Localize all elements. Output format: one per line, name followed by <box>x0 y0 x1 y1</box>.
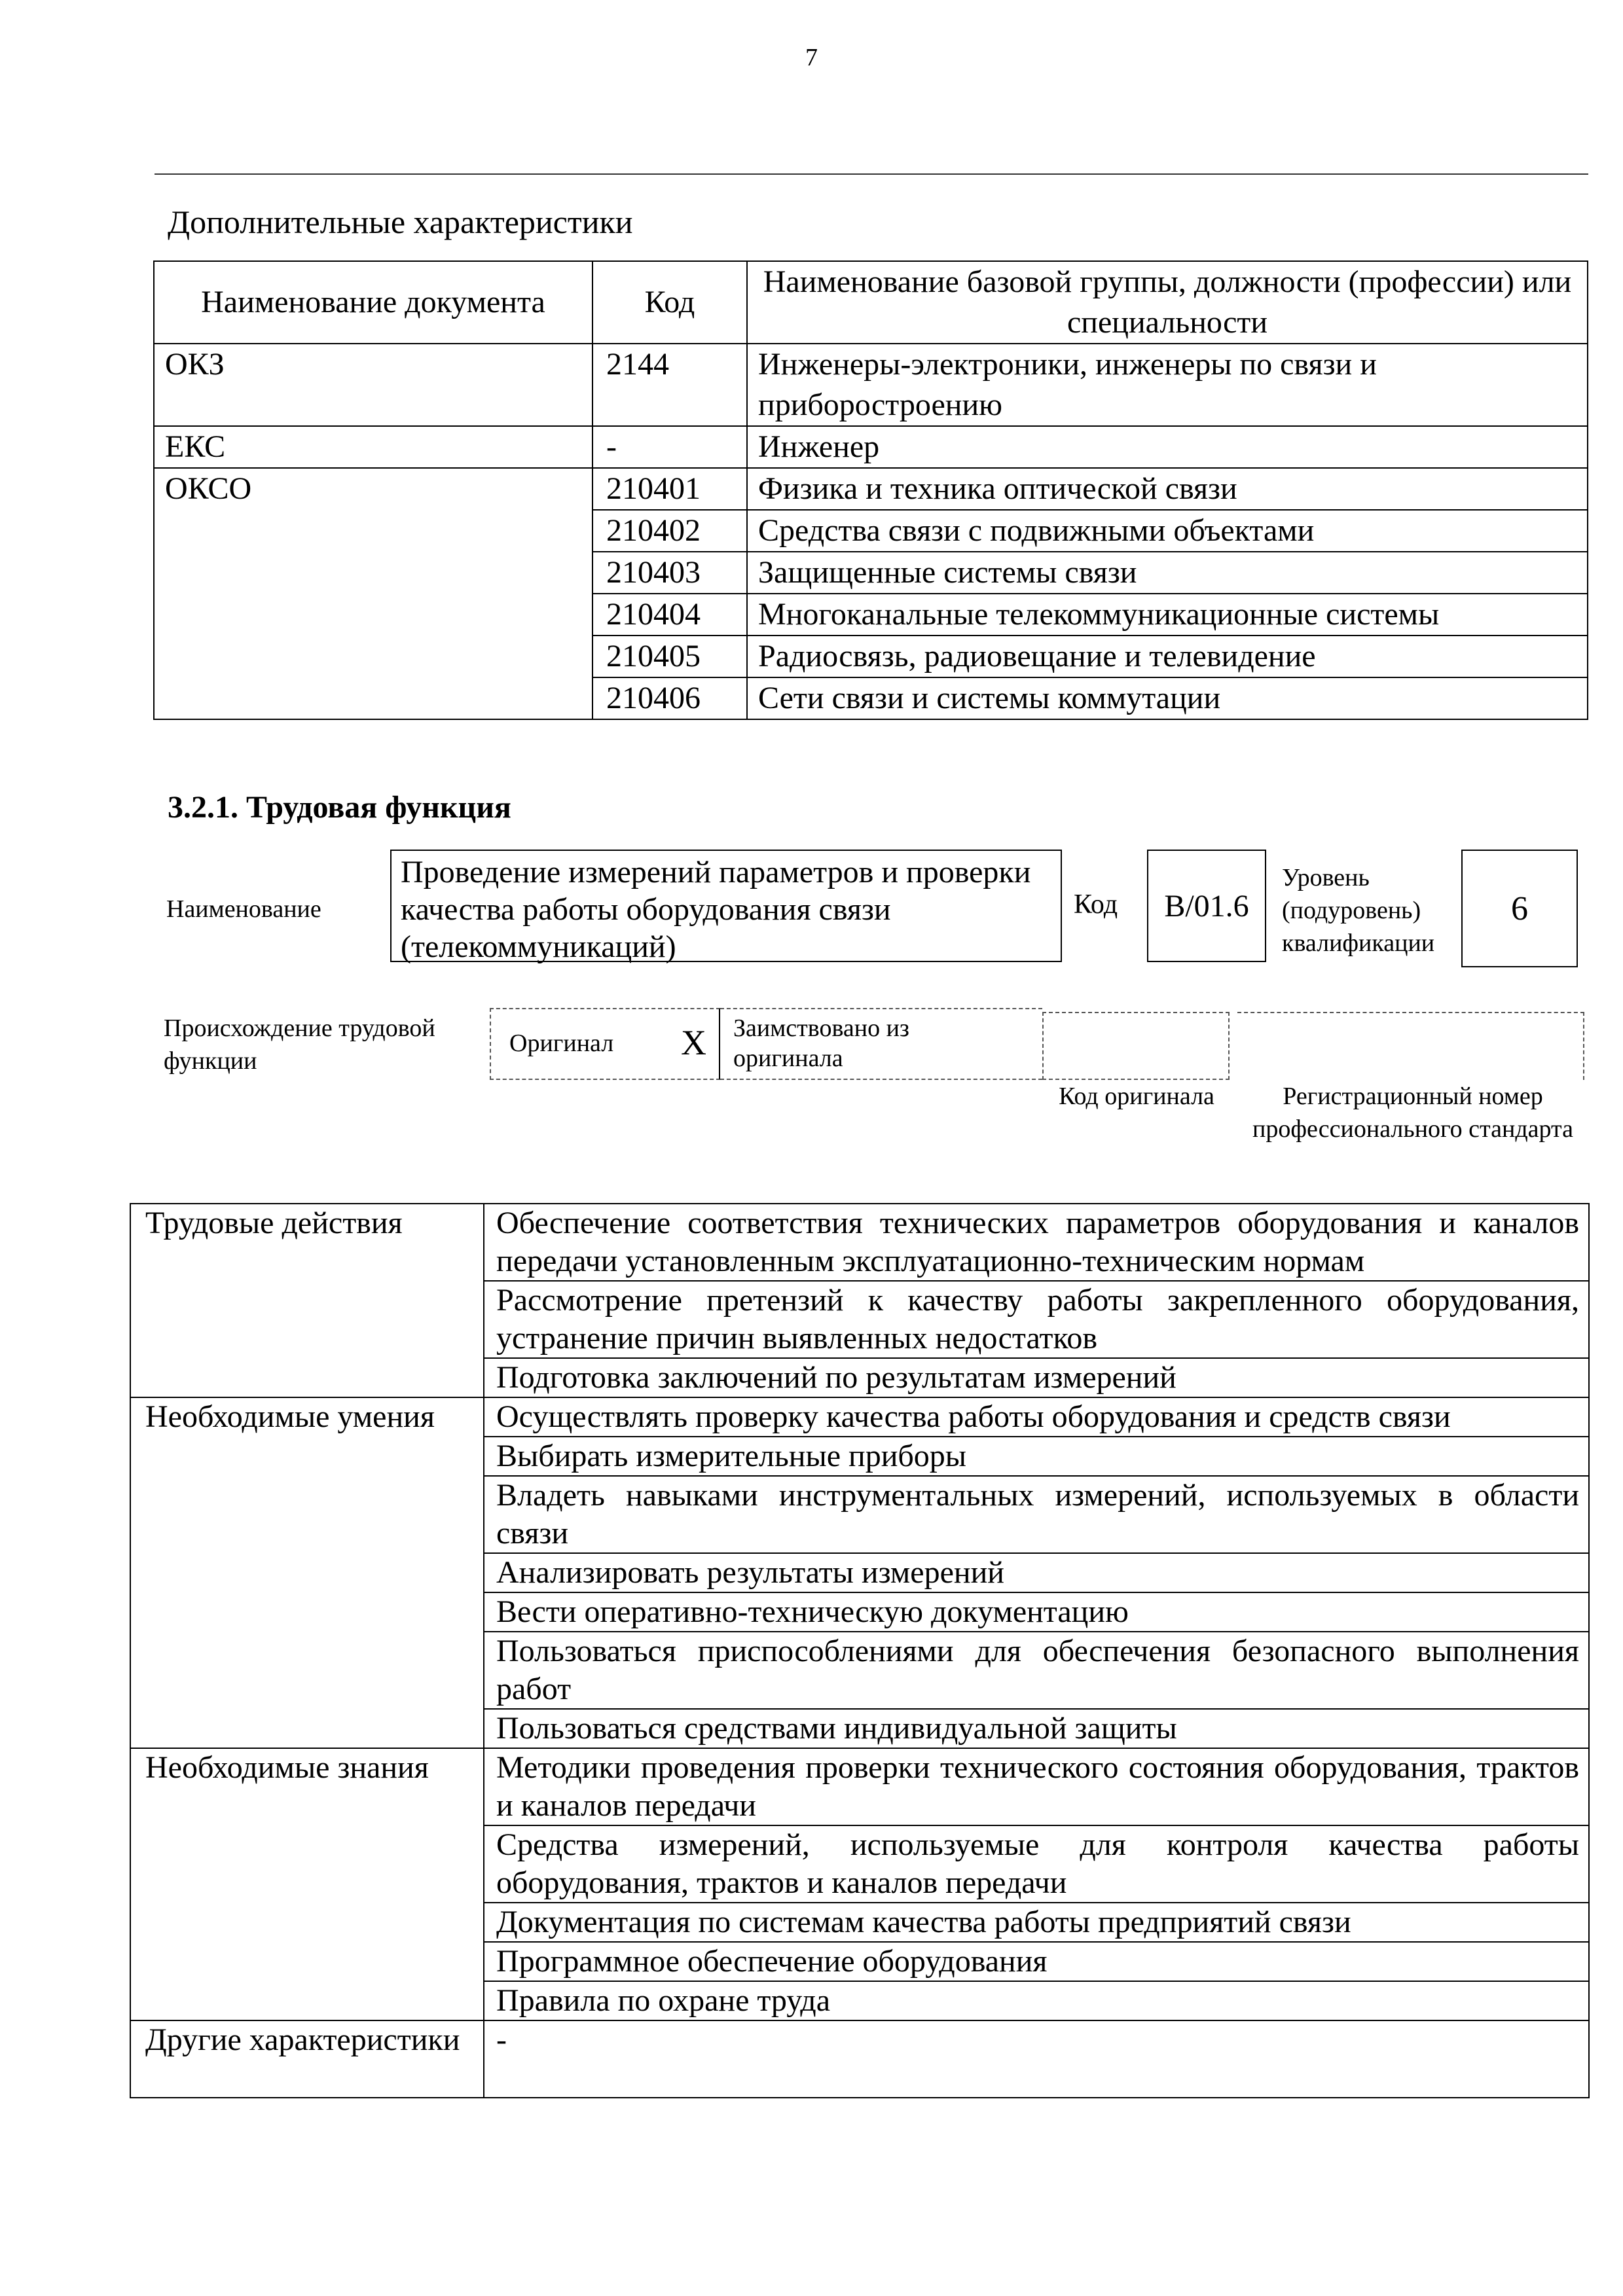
list-item: Анализировать результаты измерений <box>484 1553 1589 1592</box>
table-row <box>154 468 1588 510</box>
name-cell: Многоканальные телекоммуникационные системы <box>747 594 1588 636</box>
reg-number-caption: Регистрационный номер профессионального стандарта <box>1252 1083 1573 1143</box>
table-row <box>130 1397 1589 1437</box>
skills-label: Необходимые умения <box>130 1397 484 1748</box>
table-row <box>130 1748 1589 1825</box>
original-text: Оригинал <box>509 1030 614 1057</box>
list-item: Выбирать измерительные приборы <box>484 1437 1589 1476</box>
labor-function-details-table <box>130 1203 1590 2098</box>
original-code-caption: Код оригинала <box>1059 1083 1214 1110</box>
origin-label: Происхождение трудовой функции <box>164 1014 435 1075</box>
code-cell: 210404 <box>593 594 747 636</box>
list-item: Обеспечение соответствия технических параметров оборудования и каналов передачи установленным эксплуатационно-техническим нормам <box>484 1204 1589 1281</box>
table-row <box>154 344 1588 426</box>
doc-cell: ЕКС <box>154 426 593 468</box>
name-cell: Радиосвязь, радиовещание и телевидение <box>747 636 1588 677</box>
list-item: Осуществлять проверку качества работы оборудования и средств связи <box>484 1397 1589 1437</box>
name-cell: Физика и техника оптической связи <box>747 468 1588 510</box>
top-divider <box>155 173 1588 175</box>
additional-characteristics-title: Дополнительные характеристики <box>168 204 633 240</box>
knowledge-label: Необходимые знания <box>130 1748 484 2020</box>
list-item: Программное обеспечение оборудования <box>484 1942 1589 1981</box>
level-label: Уровень (подуровень) квалификации <box>1282 864 1435 957</box>
header-name: Наименование базовой группы, должности (профессии) или специальности <box>747 261 1588 344</box>
borrowed-text: Заимствовано из оригинала <box>733 1014 909 1072</box>
original-mark: X <box>681 1023 706 1062</box>
additional-characteristics-table <box>153 260 1588 720</box>
labor-function-heading: 3.2.1. Трудовая функция <box>168 790 511 825</box>
table-row <box>130 2020 1589 2098</box>
name-cell: Сети связи и системы коммутации <box>747 677 1588 719</box>
code-label: Код <box>1074 889 1118 920</box>
code-cell: 210405 <box>593 636 747 677</box>
labor-actions-label: Трудовые действия <box>130 1204 484 1397</box>
name-cell: Защищенные системы связи <box>747 552 1588 594</box>
list-item: Документация по системам качества работы предприятий связи <box>484 1903 1589 1942</box>
function-name-box: Проведение измерений параметров и проверки качества работы оборудования связи (телекоммуникаций) <box>390 850 1062 962</box>
code-cell: 210402 <box>593 510 747 552</box>
doc-cell: ОКСО <box>154 468 593 719</box>
code-cell: 210403 <box>593 552 747 594</box>
list-item: Рассмотрение претензий к качеству работы закрепленного оборудования, устранение причин выявленных недостатков <box>484 1281 1589 1358</box>
header-doc: Наименование документа <box>154 261 593 344</box>
original-code-box <box>1042 1012 1230 1080</box>
other-label: Другие характеристики <box>130 2020 484 2098</box>
code-cell: - <box>593 426 747 468</box>
list-item: Владеть навыками инструментальных измерений, используемых в области связи <box>484 1476 1589 1553</box>
reg-number-box <box>1237 1012 1584 1080</box>
code-cell: 2144 <box>593 344 747 426</box>
name-cell: Средства связи с подвижными объектами <box>747 510 1588 552</box>
doc-cell: ОКЗ <box>154 344 593 426</box>
code-cell: 210401 <box>593 468 747 510</box>
list-item: Пользоваться приспособлениями для обеспечения безопасного выполнения работ <box>484 1632 1589 1709</box>
name-cell: Инженеры-электроники, инженеры по связи и приборостроению <box>747 344 1588 426</box>
code-cell: 210406 <box>593 677 747 719</box>
name-label: Наименование <box>166 895 321 923</box>
function-code-box: B/01.6 <box>1147 850 1266 962</box>
table-row <box>130 1204 1589 1281</box>
list-item: Пользоваться средствами индивидуальной защиты <box>484 1709 1589 1748</box>
list-item: Средства измерений, используемые для контроля качества работы оборудования, трактов и каналов передачи <box>484 1825 1589 1903</box>
table-row <box>154 426 1588 468</box>
page-number: 7 <box>805 44 818 71</box>
name-cell: Инженер <box>747 426 1588 468</box>
level-box: 6 <box>1461 850 1578 967</box>
list-item: Вести оперативно-техническую документацию <box>484 1592 1589 1632</box>
list-item: Подготовка заключений по результатам измерений <box>484 1358 1589 1397</box>
table-header-row <box>154 261 1588 344</box>
list-item: Методики проведения проверки технического состояния оборудования, трактов и каналов передачи <box>484 1748 1589 1825</box>
other-value: - <box>484 2020 1589 2098</box>
header-code: Код <box>593 261 747 344</box>
list-item: Правила по охране труда <box>484 1981 1589 2020</box>
